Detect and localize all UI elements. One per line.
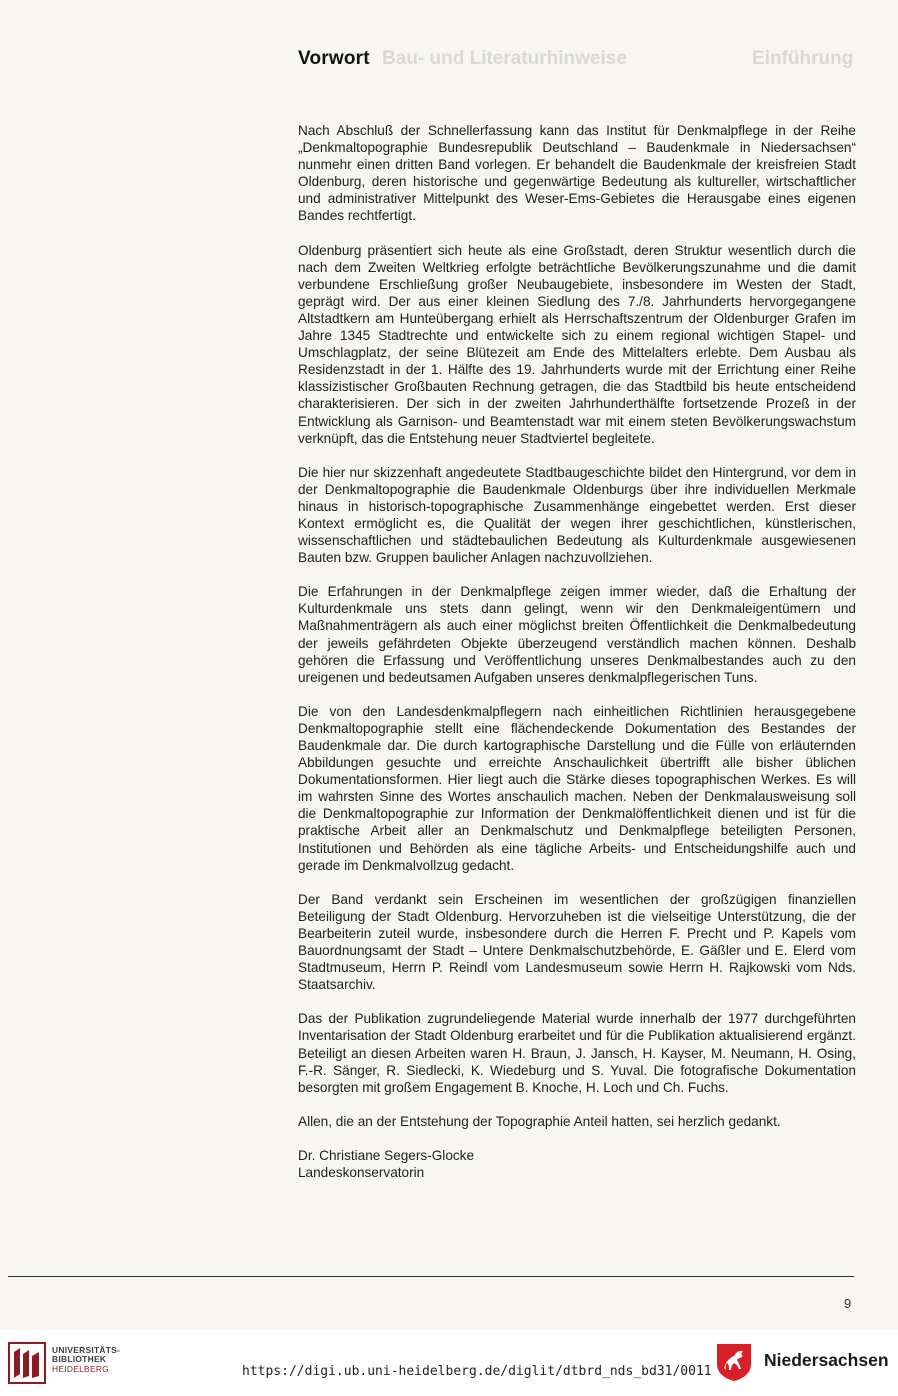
paragraph: Die hier nur skizzenhaft angedeutete Stadtbaugeschichte bildet den Hintergrund, vor dem in der Denkmaltopographie die Baudenkmale Oldenburgs über ihre individuellen Merkmale hinaus in historisch-topographische Zusammenhänge eingebettet werden. Erst dieser Kontext ermöglicht es, die Qualität der wegen ihrer geschichtlichen, künstlerischen, wissenschaftlichen und städtebaulichen Bedeutung als Kulturdenkmale ausgewiesenen Bauten bzw. Gruppen baulicher Anlagen nachzuvollziehen. bbox=[298, 464, 856, 566]
show-through-left: Bau- und Literaturhinweise bbox=[382, 48, 627, 69]
paragraph: Nach Abschluß der Schnellerfassung kann das Institut für Denkmalpflege in der Reihe „Denkmaltopographie Bundesrepublik Deutschland – Baudenkmale in Niedersachsen“ nunmehr einen dritten Band vorlegen. Er behandelt die Baudenkmale der kreisfreien Stadt Oldenburg, deren historische und gegenwärtige Bedeutung als kultureller, wirtschaftlicher und administrativer Mittelpunkt des Weser-Ems-Gebietes die Herausgabe eines eigenen Bandes rechtfertigt. bbox=[298, 123, 856, 224]
permalink-url[interactable]: https://digi.ub.uni-heidelberg.de/diglit/dtbrd_nds_bd31/0011 bbox=[242, 1364, 712, 1379]
paragraph: Allen, die an der Entstehung der Topographie Anteil hatten, sei herzlich gedankt. bbox=[298, 1113, 781, 1129]
paragraph: Oldenburg präsentiert sich heute als eine Großstadt, deren Struktur wesentlich durch die nach dem Zweiten Weltkrieg erfolgte beträchtliche Bevölkerungszunahme und die damit verbundene Erschließung großer Neubaugebiete, insbesondere im Westen der Stadt, geprägt wird. Der aus einer kleinen Siedlung des 7./8. Jahrhunderts hervorgegangene Altstadtkern am Hunteübergang erhielt als Herrschaftszentrum der Oldenburger Grafen im Jahre 1345 Stadtrechte und entwickelte sich zu einem regional wichtigen Stapel- und Umschlagplatz, der seine Blütezeit am Ende des Mittelalters erlebte. Dem Ausbau als Residenzstadt in der 1. Hälfte des 19. Jahrhunderts wurde mit der Errichtung einer Reihe klassizistischer Großbauten Rechnung getragen, die das Stadtbild bis heute entscheidend charakterisieren. Der sich in der zweiten Jahrhunderthälfte fortsetzende Prozeß in der Entwicklung als Garnison- und Beamtenstadt war mit einem steten Bevölkerungswachstum verknüpft, das die Entstehung neuer Stadtviertel begleitete. bbox=[298, 242, 856, 446]
paragraph: Der Band verdankt sein Erscheinen im wesentlichen der großzügigen finanziellen Beteiligung der Stadt Oldenburg. Hervorzuheben ist die vielseitige Unterstützung, die der Bearbeiterin zuteil wurde, insbesondere durch die Herren F. Precht und P. Kapels vom Bauordnungsamt der Stadt – Untere Denkmalschutzbehörde, E. Gäßler und E. Elerd vom Stadtmuseum, Herrn P. Reindl vom Landesmuseum sowie Herrn H. Rajkowski vom Nds. Staatsarchiv. bbox=[298, 891, 856, 993]
page-title: Vorwort bbox=[298, 48, 370, 69]
viewer-footer bbox=[0, 1330, 898, 1396]
show-through-right: Einführung bbox=[752, 48, 854, 69]
footer-rule bbox=[8, 1276, 854, 1277]
paragraph: Die Erfahrungen in der Denkmalpflege zeigen immer wieder, daß die Erhaltung der Kulturdenkmale uns stets dann gelingt, wenn wir den Denkmaleigentümern und Maßnahmenträgern als auch einer möglichst breiten Öffentlichkeit die Denkmalbedeutung der jeweils gefährdeten Objekte überzeugend verständlich machen können. Deshalb gehören die Erfassung und Veröffentlichung unseres Denkmalbestandes auch zu den ureigenen und bedeutsamen Aufgaben unseres denkmalpflegerischen Tuns. bbox=[298, 584, 856, 685]
university-library-logo-icon[interactable] bbox=[8, 1342, 46, 1384]
niedersachsen-horse-logo-icon[interactable] bbox=[714, 1342, 754, 1382]
body-text bbox=[298, 122, 856, 1181]
signature-block bbox=[298, 1147, 856, 1181]
page-number: 9 bbox=[844, 1296, 852, 1311]
niedersachsen-wordmark: Niedersachsen bbox=[764, 1350, 889, 1370]
signature-role: Landeskonservatorin bbox=[298, 1164, 425, 1180]
paragraph: Das der Publikation zugrundeliegende Material wurde innerhalb der 1977 durchgeführten Inventarisation der Stadt Oldenburg erarbeitet und für die Publikation aktualisierend ergänzt. Beteiligt an diesen Arbeiten waren H. Braun, J. Jansch, H. Kayser, M. Neumann, H. Osing, F.-R. Sänger, R. Siedlecki, K. Wiedeburg und S. Yuval. Die fotografische Dokumentation besorgten mit großem Engagement B. Knoche, H. Loch und Ch. Fuchs. bbox=[298, 1011, 856, 1095]
paragraph: Die von den Landesdenkmalpflegern nach einheitlichen Richtlinien herausgegebene Denkmaltopographie stellt eine flächendeckende Dokumentation des Bestandes der Baudenkmale dar. Die durch kartographische Darstellung und die Fülle von erläuternden Abbildungen gesuchte und erreichte Anschaulichkeit übertrifft alle bisher üblichen Dokumentationsformen. Hier liegt auch die Stärke dieses topographischen Werkes. Es will im wahrsten Sinne des Wortes anschaulich machen. Neben der Denkmalausweisung soll die Denkmaltopographie zur Information der Denkmalöffentlichkeit dienen und ist für die praktische Arbeit aller an Denkmalschutz und Denkmalpflege beteiligten Personen, Institutionen und Behörden als eine tägliche Arbeits- und Entscheidungshilfe auch und gerade im Denkmalvollzug gedacht. bbox=[298, 703, 856, 873]
university-library-name: UNIVERSITÄTS- BIBLIOTHEK HEIDELBERG bbox=[52, 1345, 121, 1374]
signature-name: Dr. Christiane Segers-Glocke bbox=[298, 1147, 475, 1163]
